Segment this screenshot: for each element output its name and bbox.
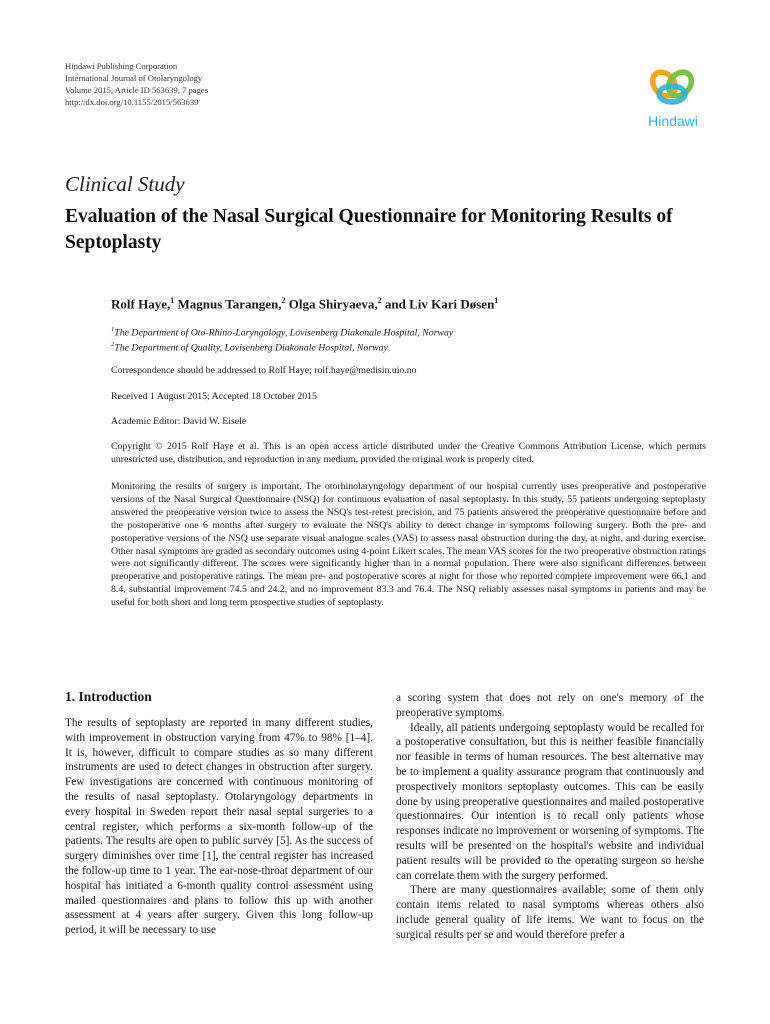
publisher-line: Hindawi Publishing Corporation <box>65 61 178 71</box>
author-name: Rolf Haye, <box>111 296 171 312</box>
article-title: Evaluation of the Nasal Surgical Questionnaire for Monitoring Results of Septoplasty <box>65 206 673 253</box>
affiliation-1 <box>111 326 453 338</box>
abstract: Monitoring the results of surgery is important. The otorhinolaryngology department of our hospital currently uses preoperative and postoperative versions of the Nasal Surgical Questionnaire (NSQ) for continuous evaluation of nasal septoplasty. In this study, 55 patients undergoing septoplasty answered the preoperative version twice to assess the NSQ's test-retest precision, and 75 patients answered the preoperative questionnaire before and the postoperative one 6 months after surgery to evaluate the NSQ's ability to detect change in symptoms following surgery. Both the pre- and postoperative versions of the NSQ use separate visual analogue scales (VAS) to assess nasal obstruction during the day, at night, and during exercise. Other nasal symptoms are graded as secondary outcomes using 4-point Likert scales. The mean VAS scores for the two preoperative obstruction ratings were not significantly different. The scores were significantly higher than in a normal population. There were also significant differences between preoperative and postoperative ratings. The mean pre- and postoperative scores at night for those who reported complete improvement were 66.1 and 8.4, substantial improvement 74.5 and 24.2, and no improvement 83.3 and 76.4. The NSQ reliably assesses nasal symptoms in patients and may be useful for both short and long term prospective studies of septoplasty. <box>111 481 706 609</box>
journal-header <box>65 60 208 108</box>
affiliation-text: The Department of Quality, Lovisenberg Diakonale Hospital, Norway <box>114 342 388 354</box>
author-affiliation-mark: 1 <box>170 296 175 305</box>
doi-link[interactable]: http://dx.doi.org/10.1155/2015/563639 <box>65 97 199 107</box>
hindawi-logo-text: Hindawi <box>648 113 698 129</box>
volume-line: Volume 2015, Article ID 563639, 7 pages <box>65 85 209 95</box>
body-column-right <box>396 691 704 943</box>
body-paragraph: Ideally, all patients undergoing septoplasty would be recalled for a postoperative consultation, but this is neither feasible financially nor feasible in terms of human resources. The best alternative may be to implement a quality assurance program that continuously and prospectively monitors septoplasty outcomes. This can be easily done by using preoperative questionnaires and mailed postoperative questionnaires. Our intention is to recall only patients whose responses indicate no improvement or worsening of symptoms. The results will be presented on the hospital's website and individual patient results will be provided to the operating surgeon so he/she can correlate them with the surgery performed. <box>396 721 704 882</box>
author-list <box>111 296 498 312</box>
body-paragraph: a scoring system that does not rely on one's memory of the preoperative symptoms. <box>396 692 704 719</box>
received-accepted-dates: Received 1 August 2015; Accepted 18 October 2015 <box>111 391 317 402</box>
author-name: and Liv Kari Døsen <box>384 296 495 312</box>
author-name: Magnus Tarangen, <box>177 296 282 312</box>
affiliation-2 <box>111 341 388 353</box>
copyright-notice: Copyright © 2015 Rolf Haye et al. This is an open access article distributed under the Creative Commons Attribution License, which permits unrestricted use, distribution, and reproduction in any medium, provided the original work is properly cited. <box>111 441 706 465</box>
author-affiliation-mark: 2 <box>377 296 382 305</box>
author-affiliation-mark: 2 <box>281 296 286 305</box>
affiliation-text: The Department of Oto-Rhino-Laryngology, Lovisenberg Diakonale Hospital, Norway <box>114 327 454 339</box>
body-paragraph: There are many questionnaires available; some of them only contain items related to nasal symptoms whereas others also include general quality of life items. We want to focus on the surgical results per se and would therefore prefer a <box>396 884 704 941</box>
author-affiliation-mark: 1 <box>494 296 499 305</box>
affiliation-number: 1 <box>111 326 115 333</box>
academic-editor: Academic Editor: David W. Eisele <box>111 416 247 427</box>
body-paragraph: The results of septoplasty are reported in many different studies, with improvement in obstruction varying from 47% to 98% [1–4]. It is, however, difficult to compare studies as so many different instruments are used to detect changes in obstruction after surgery. Few investigations are concerned with continuous monitoring of the results of nasal septoplasty. Otolaryngology departments in every hospital in Sweden report their nasal septal surgeries to a central register, which performs a six-month follow-up of the patients. The results are open to public survey [5]. As the success of surgery diminishes over time [1], the central register has increased the follow-up time to 1 year. The ear-nose-throat department of our hospital has initiated a 6-month quality control assessment using mailed questionnaires and plans to follow this up with another assessment at 4 years after surgery. Given this long follow-up period, it will be necessary to use <box>65 717 373 937</box>
article-type: Clinical Study <box>65 172 185 196</box>
journal-line: International Journal of Otolaryngology <box>65 73 203 83</box>
author-name: Olga Shiryaeva, <box>288 296 378 312</box>
affiliation-number: 2 <box>111 341 115 348</box>
correspondence-line: Correspondence should be addressed to Rolf Haye; rolf.haye@medisin.uio.no <box>111 365 417 376</box>
section-heading-introduction: 1. Introduction <box>65 689 152 704</box>
body-column-left <box>65 716 373 938</box>
